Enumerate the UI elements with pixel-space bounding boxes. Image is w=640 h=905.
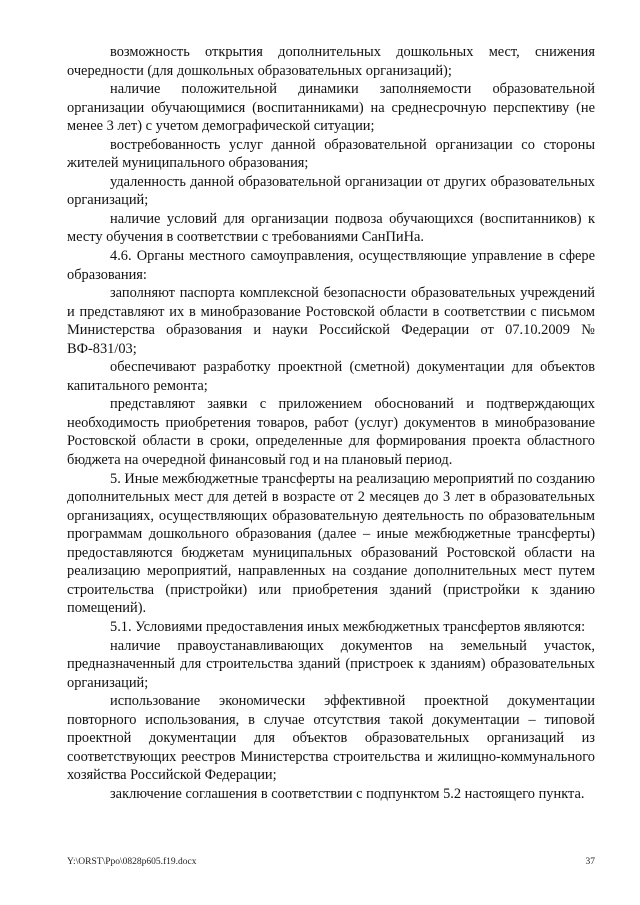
file-path: Y:\ORST\Ppo\0828p605.f19.docx [67,857,197,867]
paragraph: наличие условий для организации подвоза обучающихся (воспитанников) к месту обучения в соответствии с требованиями СанПиНа. [67,210,595,246]
section-heading-4-6: 4.6. Органы местного самоуправления, осуществляющие управление в сфере образования: [67,248,595,283]
section-5: 5. Иные межбюджетные трансферты на реализацию мероприятий по созданию дополнительных мест для детей в возрасте от 2 месяцев до 3 лет в образовательных организациях, осуществляющих образовательную деятельность по образовательным программам дошкольного образования (далее – иные межбюджетные трансферты) предоставляются бюджетам муниципальных образований Ростовской области на реализацию мероприятий, направленных на создание дополнительных мест путем строительства (пристройки) или приобретения зданий (пристройки к зданию помещений). [67,470,595,617]
paragraph: обеспечивают разработку проектной (сметной) документации для объектов капитального ремонта; [67,359,595,394]
paragraph: наличие положительной динамики заполняемости образовательной организации обучающимися (воспитанниками) на среднесрочную перспективу (не менее 3 лет) с учетом демографической ситуации; [67,81,595,135]
paragraph: наличие правоустанавливающих документов на земельный участок, предназначенный для строительства зданий (пристроек к зданиям) образовательных организаций; [67,637,595,691]
paragraph: востребованность услуг данной образовательной организации со стороны жителей муниципального образования; [67,136,595,172]
paragraph: заполняют паспорта комплексной безопасности образовательных учреждений и представляют их в минобразование Ростовской области в соответствии с письмом Министерства образования и науки Российской Федерации от 07.10.2009 № ВФ-831/03; [67,285,595,357]
paragraph: удаленность данной образовательной организации от других образовательных организаций; [67,173,595,209]
paragraph: возможность открытия дополнительных дошкольных мест, снижения очередности (для дошкольных образовательных организаций); [67,44,595,79]
paragraph: заключение соглашения в соответствии с подпунктом 5.2 настоящего пункта. [110,785,585,802]
document-body [67,43,595,803]
paragraph: представляют заявки с приложением обоснований и подтверждающих необходимость приобретения товаров, работ (услуг) документов в минобразование Ростовской области в сроки, определенные для формирования проекта областного бюджета на очередной финансовый год и на плановый период. [67,396,595,469]
paragraph: использование экономически эффективной проектной документации повторного использования, в случае отсутствия такой документации – типовой проектной документации для объектов образовательных организаций из соответствующих реестров Министерства строительства и жилищно-коммунального хозяйства Российской Федерации; [67,693,595,784]
page-number: 37 [585,857,595,867]
section-heading-5-1: 5.1. Условиями предоставления иных межбюджетных трансфертов являются: [110,618,586,635]
